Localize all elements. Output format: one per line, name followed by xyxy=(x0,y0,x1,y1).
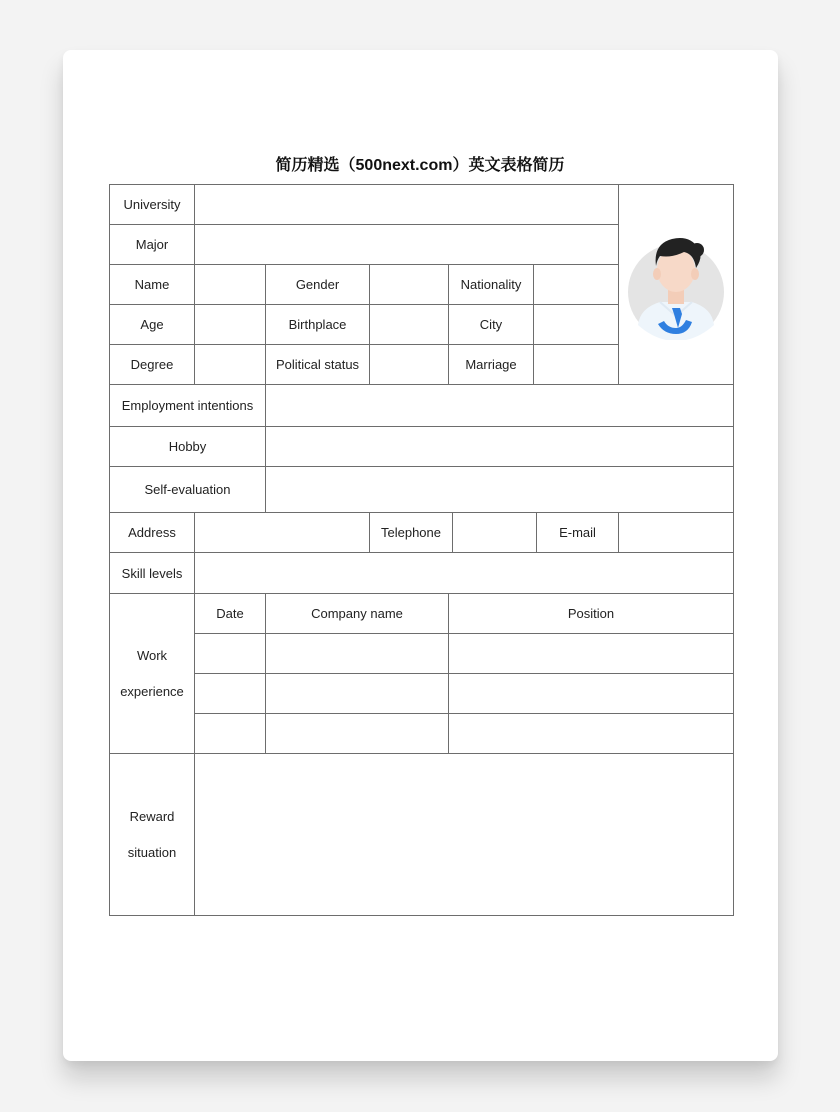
work-company-3[interactable] xyxy=(266,714,449,754)
field-degree[interactable] xyxy=(195,345,266,385)
avatar-icon xyxy=(626,230,726,340)
field-hobby[interactable] xyxy=(266,427,734,467)
label-telephone: Telephone xyxy=(370,513,453,553)
row-hobby xyxy=(110,427,734,467)
label-gender: Gender xyxy=(266,265,370,305)
label-employment-intentions: Employment intentions xyxy=(110,385,266,427)
row-address xyxy=(110,513,734,553)
field-skill-levels[interactable] xyxy=(195,553,734,594)
label-skill-levels: Skill levels xyxy=(110,553,195,594)
work-position-3[interactable] xyxy=(449,714,734,754)
work-position-1[interactable] xyxy=(449,634,734,674)
label-birthplace: Birthplace xyxy=(266,305,370,345)
label-reward-situation-line1: Reward xyxy=(129,808,175,824)
field-birthplace[interactable] xyxy=(370,305,449,345)
label-age: Age xyxy=(110,305,195,345)
work-company-1[interactable] xyxy=(266,634,449,674)
work-company-2[interactable] xyxy=(266,674,449,714)
label-nationality: Nationality xyxy=(449,265,534,305)
field-major[interactable] xyxy=(195,225,619,265)
label-work-experience-line1: Work xyxy=(136,647,168,663)
label-degree: Degree xyxy=(110,345,195,385)
field-email[interactable] xyxy=(619,513,734,553)
work-row-2 xyxy=(110,674,734,714)
label-political-status: Political status xyxy=(266,345,370,385)
label-reward-situation-line2: situation xyxy=(127,844,177,860)
header-date: Date xyxy=(195,594,266,634)
label-name: Name xyxy=(110,265,195,305)
label-city: City xyxy=(449,305,534,345)
label-self-evaluation: Self-evaluation xyxy=(110,467,266,513)
row-university xyxy=(110,185,734,225)
label-marriage: Marriage xyxy=(449,345,534,385)
work-date-3[interactable] xyxy=(195,714,266,754)
label-work-experience-line2: experience xyxy=(120,683,184,699)
resume-form-table xyxy=(109,184,734,916)
field-self-evaluation[interactable] xyxy=(266,467,734,513)
field-address[interactable] xyxy=(195,513,370,553)
field-political-status[interactable] xyxy=(370,345,449,385)
field-city[interactable] xyxy=(534,305,619,345)
field-employment-intentions[interactable] xyxy=(266,385,734,427)
label-reward-situation xyxy=(110,754,195,916)
label-email: E-mail xyxy=(537,513,619,553)
row-skill-levels xyxy=(110,553,734,594)
field-marriage[interactable] xyxy=(534,345,619,385)
label-major: Major xyxy=(110,225,195,265)
field-name[interactable] xyxy=(195,265,266,305)
work-date-2[interactable] xyxy=(195,674,266,714)
header-position: Position xyxy=(449,594,734,634)
row-reward-situation xyxy=(110,754,734,916)
label-work-experience xyxy=(110,594,195,754)
work-row-1 xyxy=(110,634,734,674)
field-university[interactable] xyxy=(195,185,619,225)
field-telephone[interactable] xyxy=(453,513,537,553)
field-nationality[interactable] xyxy=(534,265,619,305)
row-work-header xyxy=(110,594,734,634)
work-date-1[interactable] xyxy=(195,634,266,674)
work-position-2[interactable] xyxy=(449,674,734,714)
row-employment-intentions xyxy=(110,385,734,427)
field-reward-situation[interactable] xyxy=(195,754,734,916)
work-row-3 xyxy=(110,714,734,754)
header-company-name: Company name xyxy=(266,594,449,634)
label-university: University xyxy=(110,185,195,225)
label-address: Address xyxy=(110,513,195,553)
row-self-evaluation xyxy=(110,467,734,513)
label-hobby: Hobby xyxy=(110,427,266,467)
page-title: 简历精选（500next.com）英文表格简历 xyxy=(275,157,565,174)
field-gender[interactable] xyxy=(370,265,449,305)
field-age[interactable] xyxy=(195,305,266,345)
photo-cell[interactable] xyxy=(619,185,734,385)
